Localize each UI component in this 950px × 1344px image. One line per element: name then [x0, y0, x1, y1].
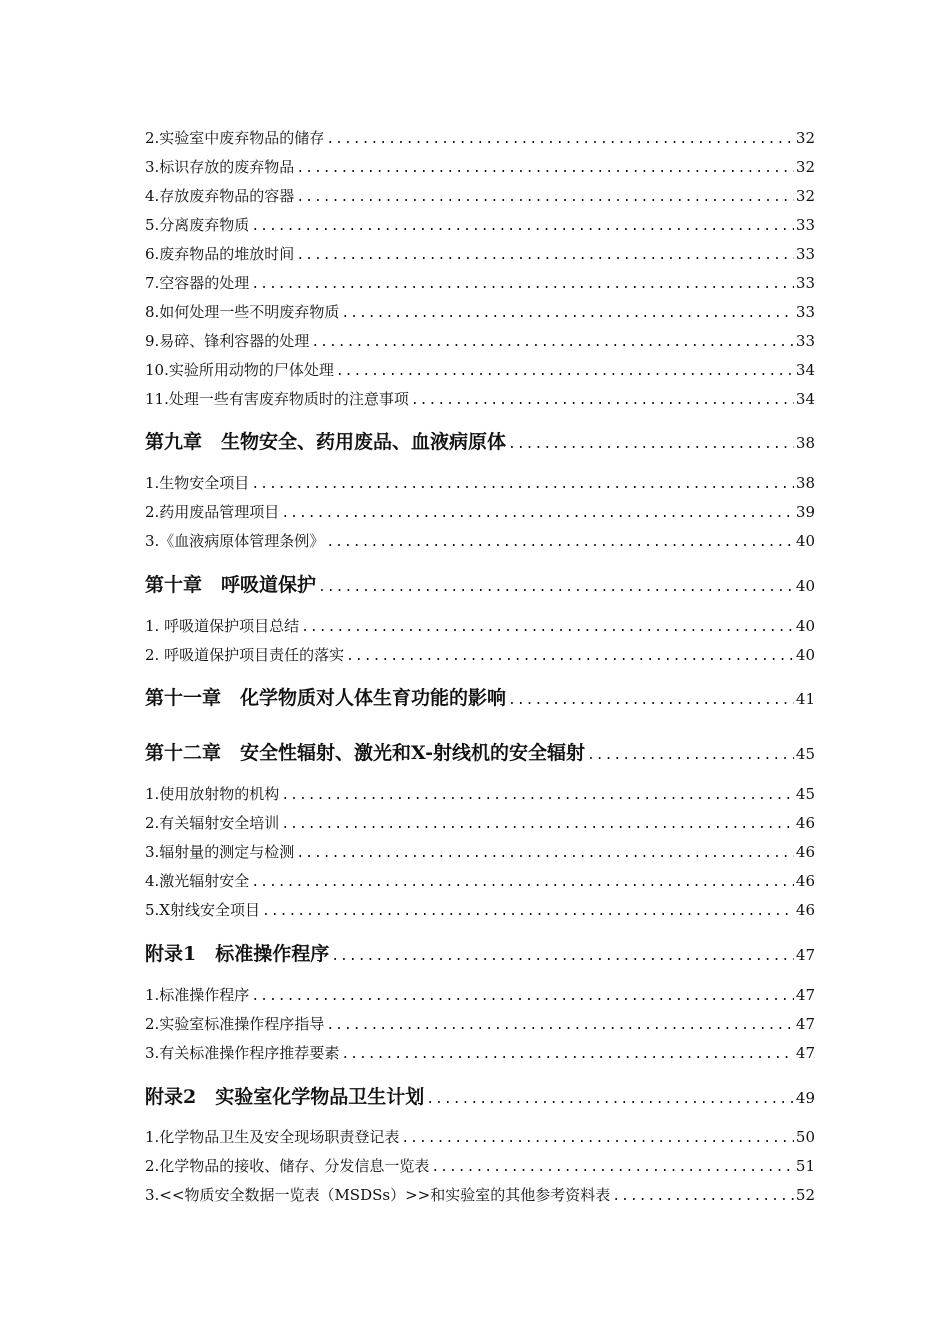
toc-entry-label: 11.处理一些有害废弃物质时的注意事项 [145, 390, 409, 408]
toc-entry [145, 243, 815, 265]
dot-leader [296, 245, 794, 265]
toc-page-number: 34 [795, 361, 815, 379]
toc-page-number: 33 [795, 216, 815, 234]
toc-entry-label: 1.标准操作程序 [145, 986, 250, 1004]
dot-leader [587, 742, 794, 767]
dot-leader [251, 986, 794, 1006]
toc-entry [145, 841, 815, 863]
toc-page-number: 38 [795, 474, 815, 492]
toc-entry [145, 812, 815, 834]
toc-page-number: 32 [795, 129, 815, 147]
toc-entry-label: 2.实验室标准操作程序指导 [145, 1015, 325, 1033]
dot-leader [326, 129, 794, 149]
dot-leader [262, 901, 794, 921]
dot-leader [281, 503, 794, 523]
toc-chapter-heading [145, 571, 815, 599]
toc-entry [145, 899, 815, 921]
toc-page-number: 33 [795, 332, 815, 350]
toc-entry-label: 2.实验室中废弃物品的储存 [145, 129, 325, 147]
toc-entry [145, 1042, 815, 1064]
toc-entry-label: 3.<<物质安全数据一览表（MSDSs）>>和实验室的其他参考资料表 [145, 1186, 611, 1204]
toc-entry [145, 301, 815, 323]
dot-leader [281, 785, 794, 805]
toc-entry-label: 3.标识存放的废弃物品 [145, 158, 295, 176]
toc-entry-label: 2.有关辐射安全培训 [145, 814, 280, 832]
dot-leader [612, 1186, 794, 1206]
toc-entry-label: 3.辐射量的测定与检测 [145, 843, 295, 861]
dot-leader [281, 814, 794, 834]
toc-page-number: 40 [795, 577, 815, 595]
toc-chapter-title: 第十章 呼吸道保护 [145, 574, 317, 596]
dot-leader [311, 332, 794, 352]
toc-page-number: 49 [795, 1089, 815, 1107]
dot-leader [251, 274, 794, 294]
dot-leader [346, 646, 794, 666]
toc-page-number: 40 [795, 646, 815, 664]
toc-page-number: 47 [795, 1015, 815, 1033]
dot-leader [411, 390, 794, 410]
toc-entry-label: 5.分离废弃物质 [145, 216, 250, 234]
toc-page-number: 46 [795, 843, 815, 861]
toc-entry [145, 127, 815, 149]
toc-chapter-title: 附录1 标准操作程序 [145, 943, 330, 965]
dot-leader [251, 872, 794, 892]
toc-entry [145, 359, 815, 381]
toc-entry-label: 1.化学物品卫生及安全现场职责登记表 [145, 1128, 400, 1146]
toc-chapter-heading [145, 1083, 815, 1111]
toc-entry-label: 8.如何处理一些不明废弃物质 [145, 303, 340, 321]
toc-page-number: 47 [795, 946, 815, 964]
toc-entry-label: 4.激光辐射安全 [145, 872, 250, 890]
toc-entry-label: 3.《血液病原体管理条例》 [145, 532, 325, 550]
dot-leader [251, 216, 794, 236]
toc-entry-label: 2. 呼吸道保护项目责任的落实 [145, 646, 345, 664]
toc-page-number: 46 [795, 901, 815, 919]
toc-entry [145, 615, 815, 637]
toc-page-number: 32 [795, 158, 815, 176]
dot-leader [508, 687, 794, 712]
toc-page-number: 40 [795, 617, 815, 635]
dot-leader [401, 1128, 794, 1148]
toc-entry [145, 644, 815, 666]
toc-page-number: 40 [795, 532, 815, 550]
toc-page-number: 33 [795, 303, 815, 321]
toc-page-number: 34 [795, 390, 815, 408]
toc-chapter-title: 附录2 实验室化学物品卫生计划 [145, 1086, 425, 1108]
toc-entry-label: 10.实验所用动物的尸体处理 [145, 361, 334, 379]
toc-page-number: 46 [795, 814, 815, 832]
toc-page-number: 41 [795, 690, 815, 708]
toc-page-number: 46 [795, 872, 815, 890]
toc-chapter-title: 第九章 生物安全、药用废品、血液病原体 [145, 431, 507, 453]
dot-leader [296, 187, 794, 207]
toc-page-number: 50 [795, 1128, 815, 1146]
toc-chapter-title: 第十二章 安全性辐射、激光和X-射线机的安全辐射 [145, 742, 585, 764]
toc-entry [145, 214, 815, 236]
toc-page-number: 47 [795, 1044, 815, 1062]
toc-page-number: 45 [795, 785, 815, 803]
toc-page-number: 33 [795, 274, 815, 292]
toc-entry [145, 984, 815, 1006]
toc-entry-label: 5.X射线安全项目 [145, 901, 260, 919]
toc-page-number: 51 [795, 1157, 815, 1175]
toc-entry-label: 6.废弃物品的堆放时间 [145, 245, 295, 263]
toc-entry [145, 272, 815, 294]
dot-leader [426, 1086, 794, 1111]
toc-entry [145, 1126, 815, 1148]
toc-entry-label: 3.有关标准操作程序推荐要素 [145, 1044, 340, 1062]
toc-chapter-heading [145, 428, 815, 456]
toc-entry [145, 1184, 815, 1206]
dot-leader [296, 158, 794, 178]
toc-page-number: 52 [795, 1186, 815, 1204]
toc-entry [145, 501, 815, 523]
toc-page-number: 45 [795, 745, 815, 763]
dot-leader [251, 474, 794, 494]
dot-leader [296, 843, 794, 863]
toc-entry [145, 388, 815, 410]
toc-chapter-heading [145, 940, 815, 968]
toc-entry-label: 4.存放废弃物品的容器 [145, 187, 295, 205]
toc-entry [145, 472, 815, 494]
toc-entry-label: 1.生物安全项目 [145, 474, 250, 492]
toc-chapter-heading [145, 739, 815, 767]
toc-entry-label: 1. 呼吸道保护项目总结 [145, 617, 300, 635]
toc-chapter-heading [145, 684, 815, 712]
toc-page-number: 33 [795, 245, 815, 263]
toc-entry [145, 185, 815, 207]
toc-page-number: 32 [795, 187, 815, 205]
toc-page-number: 39 [795, 503, 815, 521]
dot-leader [326, 1015, 794, 1035]
toc-entry-label: 2.化学物品的接收、储存、分发信息一览表 [145, 1157, 430, 1175]
toc-entry-label: 2.药用废品管理项目 [145, 503, 280, 521]
dot-leader [301, 617, 794, 637]
dot-leader [326, 532, 794, 552]
dot-leader [331, 943, 794, 968]
toc-entry [145, 1155, 815, 1177]
toc-entry-label: 9.易碎、锋利容器的处理 [145, 332, 310, 350]
toc-entry-label: 1.使用放射物的机构 [145, 785, 280, 803]
dot-leader [318, 574, 794, 599]
toc-chapter-title: 第十一章 化学物质对人体生育功能的影响 [145, 687, 507, 709]
dot-leader [341, 1044, 794, 1064]
toc-page-number: 47 [795, 986, 815, 1004]
dot-leader [336, 361, 794, 381]
dot-leader [341, 303, 794, 323]
toc-entry [145, 156, 815, 178]
toc-page-number: 38 [795, 434, 815, 452]
toc-entry-label: 7.空容器的处理 [145, 274, 250, 292]
toc-entry [145, 330, 815, 352]
dot-leader [431, 1157, 794, 1177]
toc-entry [145, 1013, 815, 1035]
toc-entry [145, 530, 815, 552]
toc-entry [145, 870, 815, 892]
toc-entry [145, 783, 815, 805]
dot-leader [508, 431, 794, 456]
